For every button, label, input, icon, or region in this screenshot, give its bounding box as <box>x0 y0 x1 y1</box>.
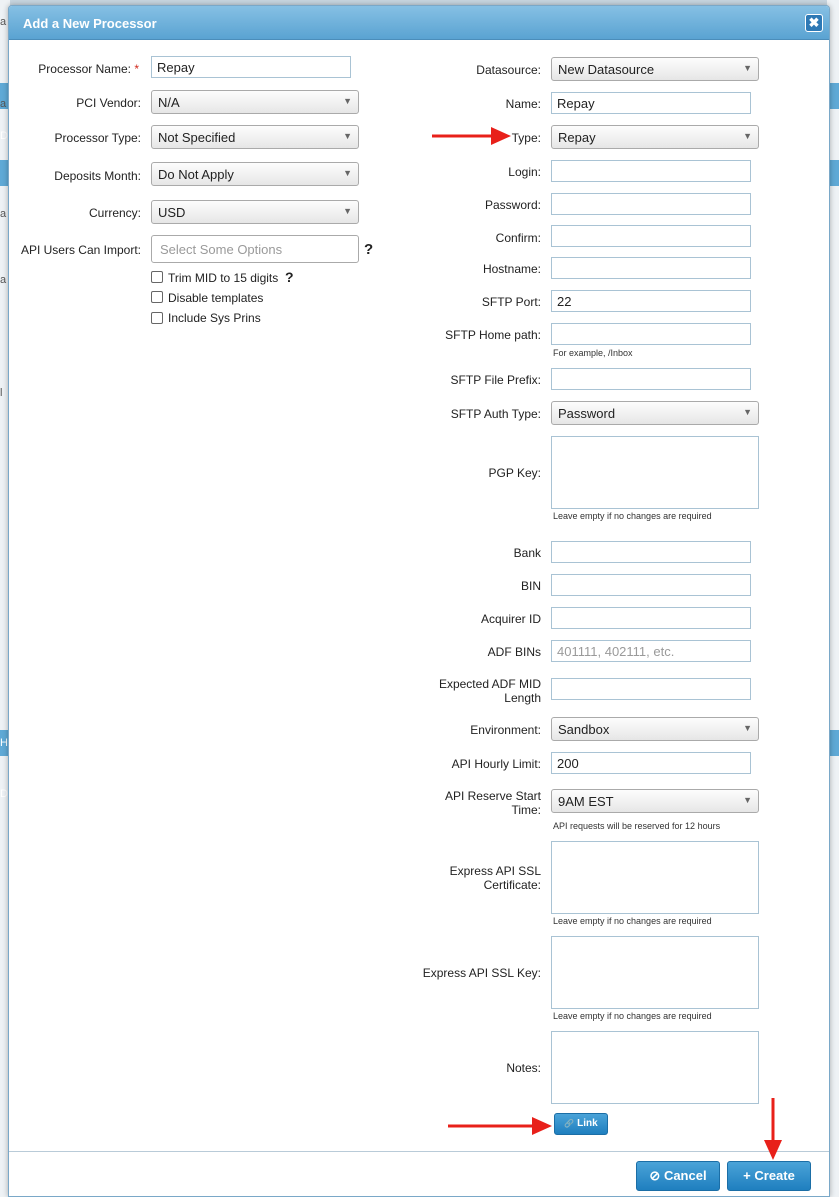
background-text: a <box>0 274 7 286</box>
chevron-down-icon: ▼ <box>743 407 752 417</box>
sftp-port-input[interactable]: 22 <box>551 290 751 312</box>
api-reserve-label: API Reserve Start Time: <box>444 789 541 817</box>
cancel-icon: ⊘ <box>649 1168 661 1183</box>
adf-bins-label: ADF BINs <box>487 645 541 659</box>
express-key-hint: Leave empty if no changes are required <box>553 1011 712 1021</box>
cancel-button[interactable]: ⊘ Cancel <box>636 1161 720 1191</box>
api-hourly-input[interactable]: 200 <box>551 752 751 774</box>
name-label: Name: <box>505 97 541 111</box>
background-text: a <box>0 208 7 220</box>
trim-mid-label: Trim MID to 15 digits <box>168 271 279 285</box>
environment-select[interactable]: Sandbox ▼ <box>551 717 759 741</box>
api-hourly-label: API Hourly Limit: <box>451 757 541 771</box>
plus-icon: + <box>743 1168 751 1183</box>
notes-label: Notes: <box>506 1061 541 1075</box>
chevron-down-icon: ▼ <box>343 96 352 106</box>
disable-templates-label: Disable templates <box>168 291 264 305</box>
type-label: Type: <box>511 131 541 145</box>
processor-type-label: Processor Type: <box>54 131 141 145</box>
background-text: H <box>0 737 8 749</box>
sftp-home-label: SFTP Home path: <box>445 328 541 342</box>
chevron-down-icon: ▼ <box>743 63 752 73</box>
link-button[interactable]: 🔗 Link <box>554 1113 608 1135</box>
chevron-down-icon: ▼ <box>743 131 752 141</box>
bank-label: Bank <box>513 546 541 560</box>
background-text: l <box>0 387 3 399</box>
link-icon: 🔗 <box>564 1119 575 1128</box>
deposits-month-label: Deposits Month: <box>54 169 141 183</box>
api-reserve-hint: API requests will be reserved for 12 hours <box>553 821 721 831</box>
express-cert-label: Express API SSL Certificate: <box>449 864 541 892</box>
pgp-key-hint: Leave empty if no changes are required <box>553 511 712 521</box>
pgp-key-label: PGP Key: <box>488 466 541 480</box>
sftp-home-hint: For example, /Inbox <box>553 348 633 358</box>
background-text: D <box>0 130 8 142</box>
chevron-down-icon: ▼ <box>343 206 352 216</box>
arrow-to-type-field <box>432 127 511 145</box>
currency-select[interactable]: USD ▼ <box>151 200 359 224</box>
chevron-down-icon: ▼ <box>743 795 752 805</box>
chevron-down-icon: ▼ <box>343 168 352 178</box>
datasource-select[interactable]: New Datasource ▼ <box>551 57 759 81</box>
express-key-label: Express API SSL Key: <box>422 966 541 980</box>
datasource-label: Datasource: <box>476 63 541 77</box>
sftp-prefix-label: SFTP File Prefix: <box>450 373 541 387</box>
arrow-to-link-button <box>448 1117 552 1135</box>
currency-label: Currency: <box>88 206 141 220</box>
expected-adf-label: Expected ADF MID Length <box>438 677 541 705</box>
deposits-month-select[interactable]: Do Not Apply ▼ <box>151 162 359 186</box>
processor-name-input[interactable]: Repay <box>151 56 351 78</box>
hostname-label: Hostname: <box>482 262 541 276</box>
processor-type-select[interactable]: Not Specified ▼ <box>151 125 359 149</box>
sftp-port-label: SFTP Port: <box>481 295 541 309</box>
chevron-down-icon: ▼ <box>343 131 352 141</box>
include-sys-prins-label: Include Sys Prins <box>168 311 261 325</box>
acquirer-id-label: Acquirer ID <box>480 612 541 626</box>
adf-bins-input[interactable]: 401111, 402111, etc. <box>551 640 751 662</box>
bin-label: BIN <box>520 579 541 593</box>
pci-vendor-select[interactable]: N/A ▼ <box>151 90 359 114</box>
close-button[interactable]: ✖ <box>805 14 823 32</box>
background-text: a <box>0 16 7 28</box>
chevron-down-icon: ▼ <box>743 723 752 733</box>
api-users-multiselect[interactable]: Select Some Options <box>151 235 359 263</box>
help-icon[interactable]: ? <box>285 269 294 285</box>
help-icon[interactable]: ? <box>364 241 374 258</box>
api-users-label: API Users Can Import: <box>20 243 141 257</box>
express-cert-hint: Leave empty if no changes are required <box>553 916 712 926</box>
arrow-to-create-button <box>764 1098 782 1160</box>
background-text: a <box>0 98 7 110</box>
pci-vendor-label: PCI Vendor: <box>76 96 141 110</box>
dialog-title: Add a New Processor <box>23 16 157 31</box>
login-label: Login: <box>508 165 541 179</box>
confirm-label: Confirm: <box>495 231 541 245</box>
name-input[interactable]: Repay <box>551 92 751 114</box>
sftp-auth-select[interactable]: Password ▼ <box>551 401 759 425</box>
environment-label: Environment: <box>470 723 541 737</box>
api-reserve-select[interactable]: 9AM EST ▼ <box>551 789 759 813</box>
type-select[interactable]: Repay ▼ <box>551 125 759 149</box>
background-text: D <box>0 788 8 800</box>
password-label: Password: <box>484 198 541 212</box>
create-button[interactable]: + Create <box>727 1161 811 1191</box>
sftp-auth-label: SFTP Auth Type: <box>450 407 541 421</box>
processor-name-label: Processor Name: * <box>38 62 139 76</box>
